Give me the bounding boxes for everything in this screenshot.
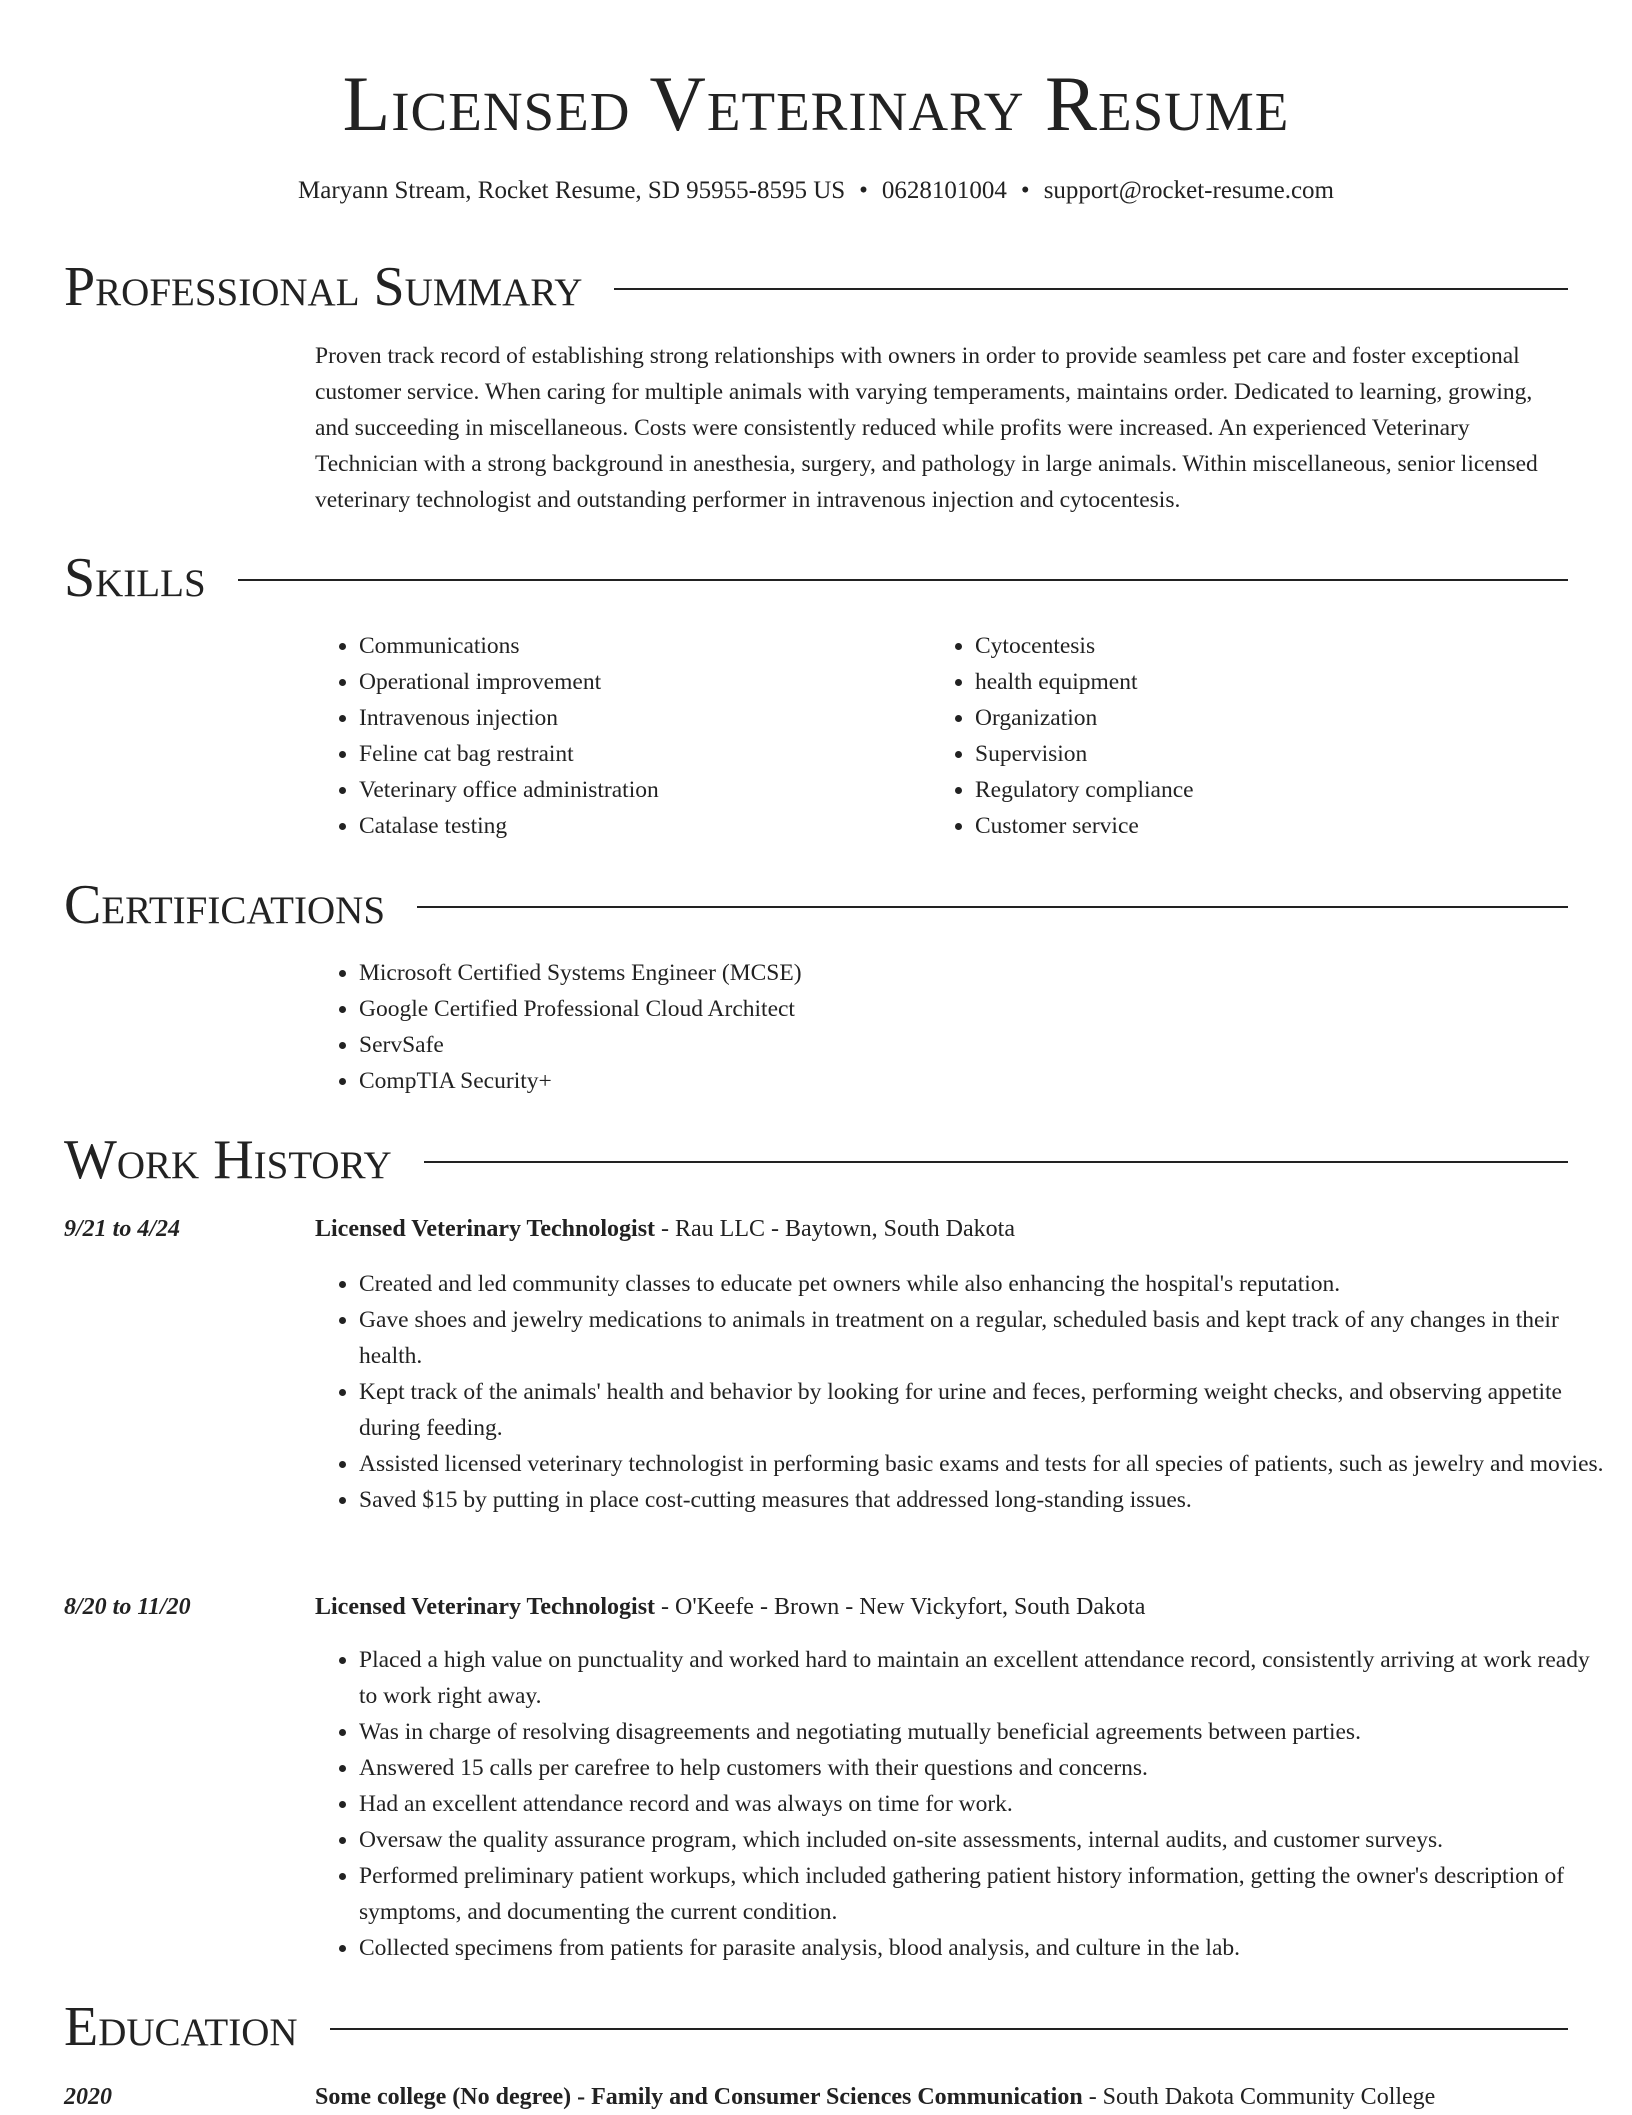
section-title: Professional Summary — [64, 256, 583, 318]
certifications-list — [315, 955, 802, 1099]
list-item: • Operational improvement — [359, 664, 659, 700]
list-item: • Veterinary office administration — [359, 772, 659, 808]
list-item: • Customer service — [975, 808, 1194, 844]
list-item: • Regulatory compliance — [975, 772, 1194, 808]
list-item: • Communications — [359, 628, 659, 664]
resume-title: Licensed Veterinary Resume — [342, 60, 1290, 147]
skills-list — [315, 628, 659, 844]
job-title: Licensed Veterinary Technologist — [315, 1216, 656, 1242]
section-header-summary — [64, 254, 1568, 320]
skills-list — [931, 628, 1194, 844]
contact-separator: • — [1020, 177, 1030, 204]
section-header-skills — [64, 545, 1568, 611]
section-divider — [614, 288, 1568, 290]
skills-column-right — [931, 628, 1194, 844]
section-header-certifications — [64, 872, 1568, 938]
list-item: • Assisted licensed veterinary technologist in performing basic exams and tests for all species of patients, such as jewelry and movies. — [359, 1446, 1612, 1482]
list-item: • Had an excellent attendance record and was always on time for work. — [359, 1786, 1612, 1822]
contact-email: support@rocket-resume.com — [1043, 177, 1334, 204]
summary-text: Proven track record of establishing strong relationships with owners in order to provide seamless pet care and foster exceptional customer service. When caring for multiple animals with varying temperaments, maintains order. Dedicated to learning, growing, and succeeding in miscellaneous. Costs were consistently reduced while profits were increased. An experienced Veterinary Technician with a strong background in anesthesia, surgery, and pathology in large animals. Within miscellaneous, senior licensed veterinary technologist and outstanding performer in intravenous injection and cytocentesis. — [315, 343, 1538, 513]
list-item: • Was in charge of resolving disagreements and negotiating mutually beneficial agreements between parties. — [359, 1714, 1612, 1750]
section-title: Work History — [64, 1129, 392, 1191]
list-item: • Catalase testing — [359, 808, 659, 844]
list-item: • Microsoft Certified Systems Engineer (MCSE) — [359, 955, 802, 991]
contact-separator: • — [859, 177, 868, 204]
contact-address: Maryann Stream, Rocket Resume, SD 95955-8595 US — [298, 177, 846, 204]
section-title: Education — [64, 1996, 298, 2058]
education-line — [315, 2079, 1568, 2115]
list-item: • Created and led community classes to educate pet owners while also enhancing the hospital's reputation. — [359, 1266, 1612, 1302]
education-degree: Some college (No degree) - Family and Consumer Sciences Communication — [315, 2084, 1083, 2110]
section-header-education — [64, 1994, 1568, 2060]
job-bullets — [315, 1266, 1612, 1518]
job-dates: 9/21 to 4/24 — [64, 1216, 181, 1242]
section-divider — [417, 906, 1568, 908]
job-title-line — [315, 1589, 1568, 1625]
section-header-work-history — [64, 1127, 1568, 1193]
list-item: • Saved $15 by putting in place cost-cutting measures that addressed long-standing issues. — [359, 1482, 1612, 1518]
list-item: • Answered 15 calls per carefree to help customers with their questions and concerns. — [359, 1750, 1612, 1786]
list-item: • Google Certified Professional Cloud Architect — [359, 991, 802, 1027]
list-item: • Performed preliminary patient workups, which included gathering patient history information, getting the owner's description of symptoms, and documenting the current condition. — [359, 1858, 1612, 1930]
list-item: • Feline cat bag restraint — [359, 736, 659, 772]
list-item: • Cytocentesis — [975, 628, 1194, 664]
skills-column-left — [315, 628, 659, 844]
education-year: 2020 — [64, 2084, 112, 2110]
list-item: • Oversaw the quality assurance program, which included on-site assessments, internal audits, and customer surveys. — [359, 1822, 1612, 1858]
job-employer: - Rau LLC - Baytown, South Dakota — [655, 1216, 1015, 1242]
list-item: • Kept track of the animals' health and behavior by looking for urine and feces, performing weight checks, and observing appetite during feeding. — [359, 1374, 1612, 1446]
list-item: • Placed a high value on punctuality and worked hard to maintain an excellent attendance record, consistently arriving at work ready to work right away. — [359, 1642, 1612, 1714]
job-bullets — [315, 1642, 1612, 1966]
job-title: Licensed Veterinary Technologist — [315, 1594, 656, 1620]
list-item: • Supervision — [975, 736, 1194, 772]
list-item: • health equipment — [975, 664, 1194, 700]
education-school: - South Dakota Community College — [1082, 2084, 1436, 2110]
section-divider — [330, 2028, 1568, 2030]
list-item: • Gave shoes and jewelry medications to animals in treatment on a regular, scheduled basis and kept track of any changes in their health. — [359, 1302, 1612, 1374]
job-employer: - O'Keefe - Brown - New Vickyfort, South Dakota — [655, 1594, 1146, 1620]
job-title-line — [315, 1211, 1568, 1247]
job-dates: 8/20 to 11/20 — [64, 1594, 191, 1620]
section-divider — [238, 579, 1568, 581]
contact-phone: 0628101004 — [881, 177, 1007, 204]
section-title: Certifications — [64, 874, 386, 936]
list-item: • CompTIA Security+ — [359, 1063, 802, 1099]
contact-line — [0, 174, 1632, 208]
list-item: • Collected specimens from patients for parasite analysis, blood analysis, and culture in the lab. — [359, 1930, 1612, 1966]
list-item: • ServSafe — [359, 1027, 802, 1063]
section-title: Skills — [64, 547, 206, 609]
list-item: • Organization — [975, 700, 1194, 736]
list-item: • Intravenous injection — [359, 700, 659, 736]
section-divider — [424, 1161, 1568, 1163]
